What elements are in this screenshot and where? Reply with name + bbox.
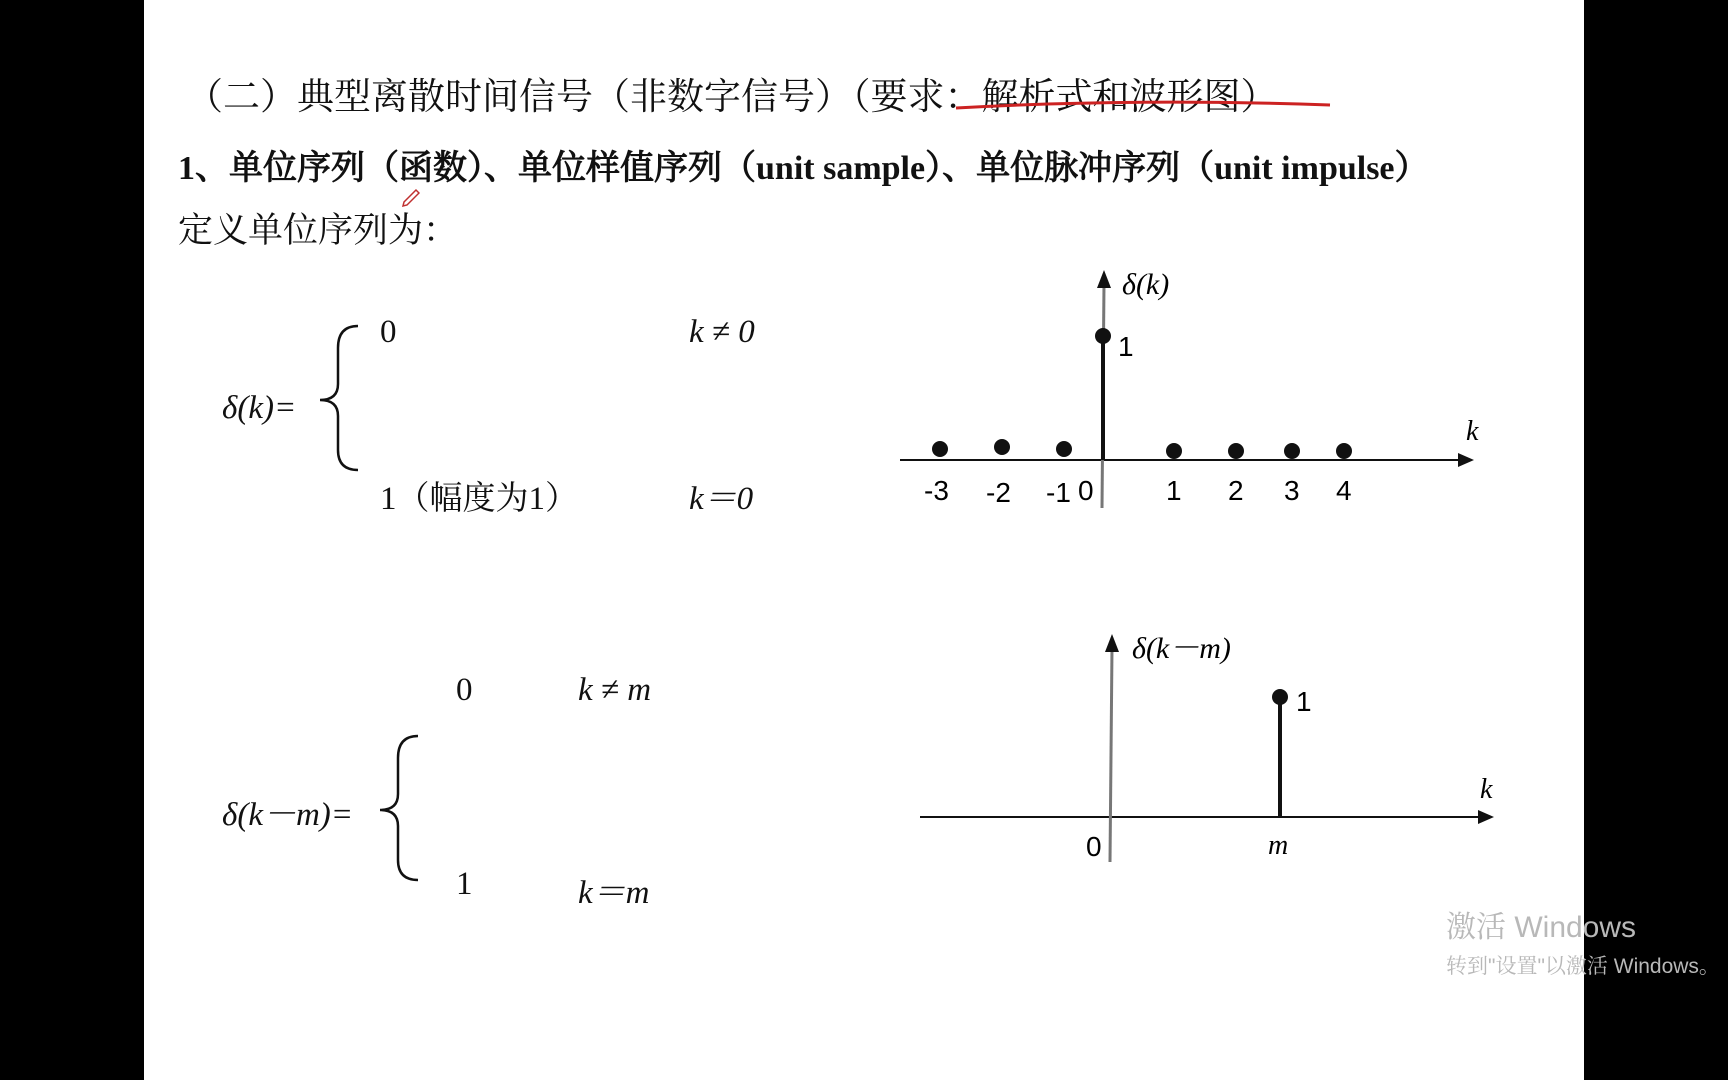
formula2-brace [376,732,422,884]
formula2-top-value: 0 [456,672,473,708]
intro-text: 定义单位序列为： [178,211,459,250]
section-title: （二）典型离散时间信号（非数字信号）（要求：解析式和波形图） [186,77,1278,118]
plot1-origin-label: 0 [1078,475,1094,506]
plot2-origin-label: 0 [1086,831,1102,862]
plot1-tick: -3 [924,475,949,506]
plot2-y-axis [1110,648,1112,862]
formula1-top-cond: k ≠ 0 [689,314,755,350]
subsection-title: 1、单位序列（函数）、单位样值序列（unit sample）、单位脉冲序列（unit impulse） [178,150,1429,187]
watermark-title: 激活 Windows [1446,911,1637,944]
plot1-tick: -2 [986,477,1011,508]
plot1-impulse-point [1095,328,1111,344]
plot1 [894,260,1514,520]
plot1-point-4 [1336,443,1352,459]
formula1-bottom-cond: k＝0 [689,481,754,517]
plot1-point-3 [1284,443,1300,459]
formula2-top-cond: k ≠ m [578,672,652,708]
plot2-x-arrow [1478,810,1494,824]
plot2-y-arrow [1105,634,1119,652]
plot1-tick: -1 [1046,477,1071,508]
plot2 [914,620,1514,870]
plot1-tick: 2 [1228,475,1244,506]
formula1-brace [316,322,362,474]
plot1-point-neg2 [994,439,1010,455]
plot2-impulse-label: 1 [1296,686,1312,717]
plot1-tick: 3 [1284,475,1300,506]
plot1-tick: 4 [1336,475,1352,506]
plot2-y-label: δ(k－m) [1132,632,1231,665]
plot1-impulse-label: 1 [1118,331,1134,362]
plot1-tick-labels [924,475,1352,508]
plot1-y-arrow [1097,270,1111,288]
plot1-x-arrow [1458,453,1474,467]
formula2-lhs: δ(k－m)= [222,797,354,833]
plot1-point-1 [1166,443,1182,459]
pen-cursor-icon [400,188,420,208]
red-underline [954,96,1334,114]
slide [144,0,1584,1080]
plot2-m-label: m [1268,830,1289,861]
activation-watermark [1446,902,1720,980]
plot1-zero-points [932,439,1352,459]
plot1-point-neg3 [932,441,948,457]
formula1-top-value: 0 [380,314,397,350]
plot2-impulse-point [1272,689,1288,705]
plot1-point-neg1 [1056,441,1072,457]
plot1-y-label: δ(k) [1122,268,1170,301]
formula2-bottom-value: 1 [456,866,473,902]
formula2-bottom-cond: k＝m [578,875,650,911]
formula1-lhs: δ(k)= [222,390,297,426]
plot2-x-label: k [1480,774,1493,805]
formula1-bottom-value: 1（幅度为1） [380,481,578,517]
plot1-x-label: k [1466,416,1479,447]
plot1-tick: 1 [1166,475,1182,506]
plot1-point-2 [1228,443,1244,459]
watermark-subtitle: 转到"设置"以激活 Windows。 [1446,955,1720,978]
